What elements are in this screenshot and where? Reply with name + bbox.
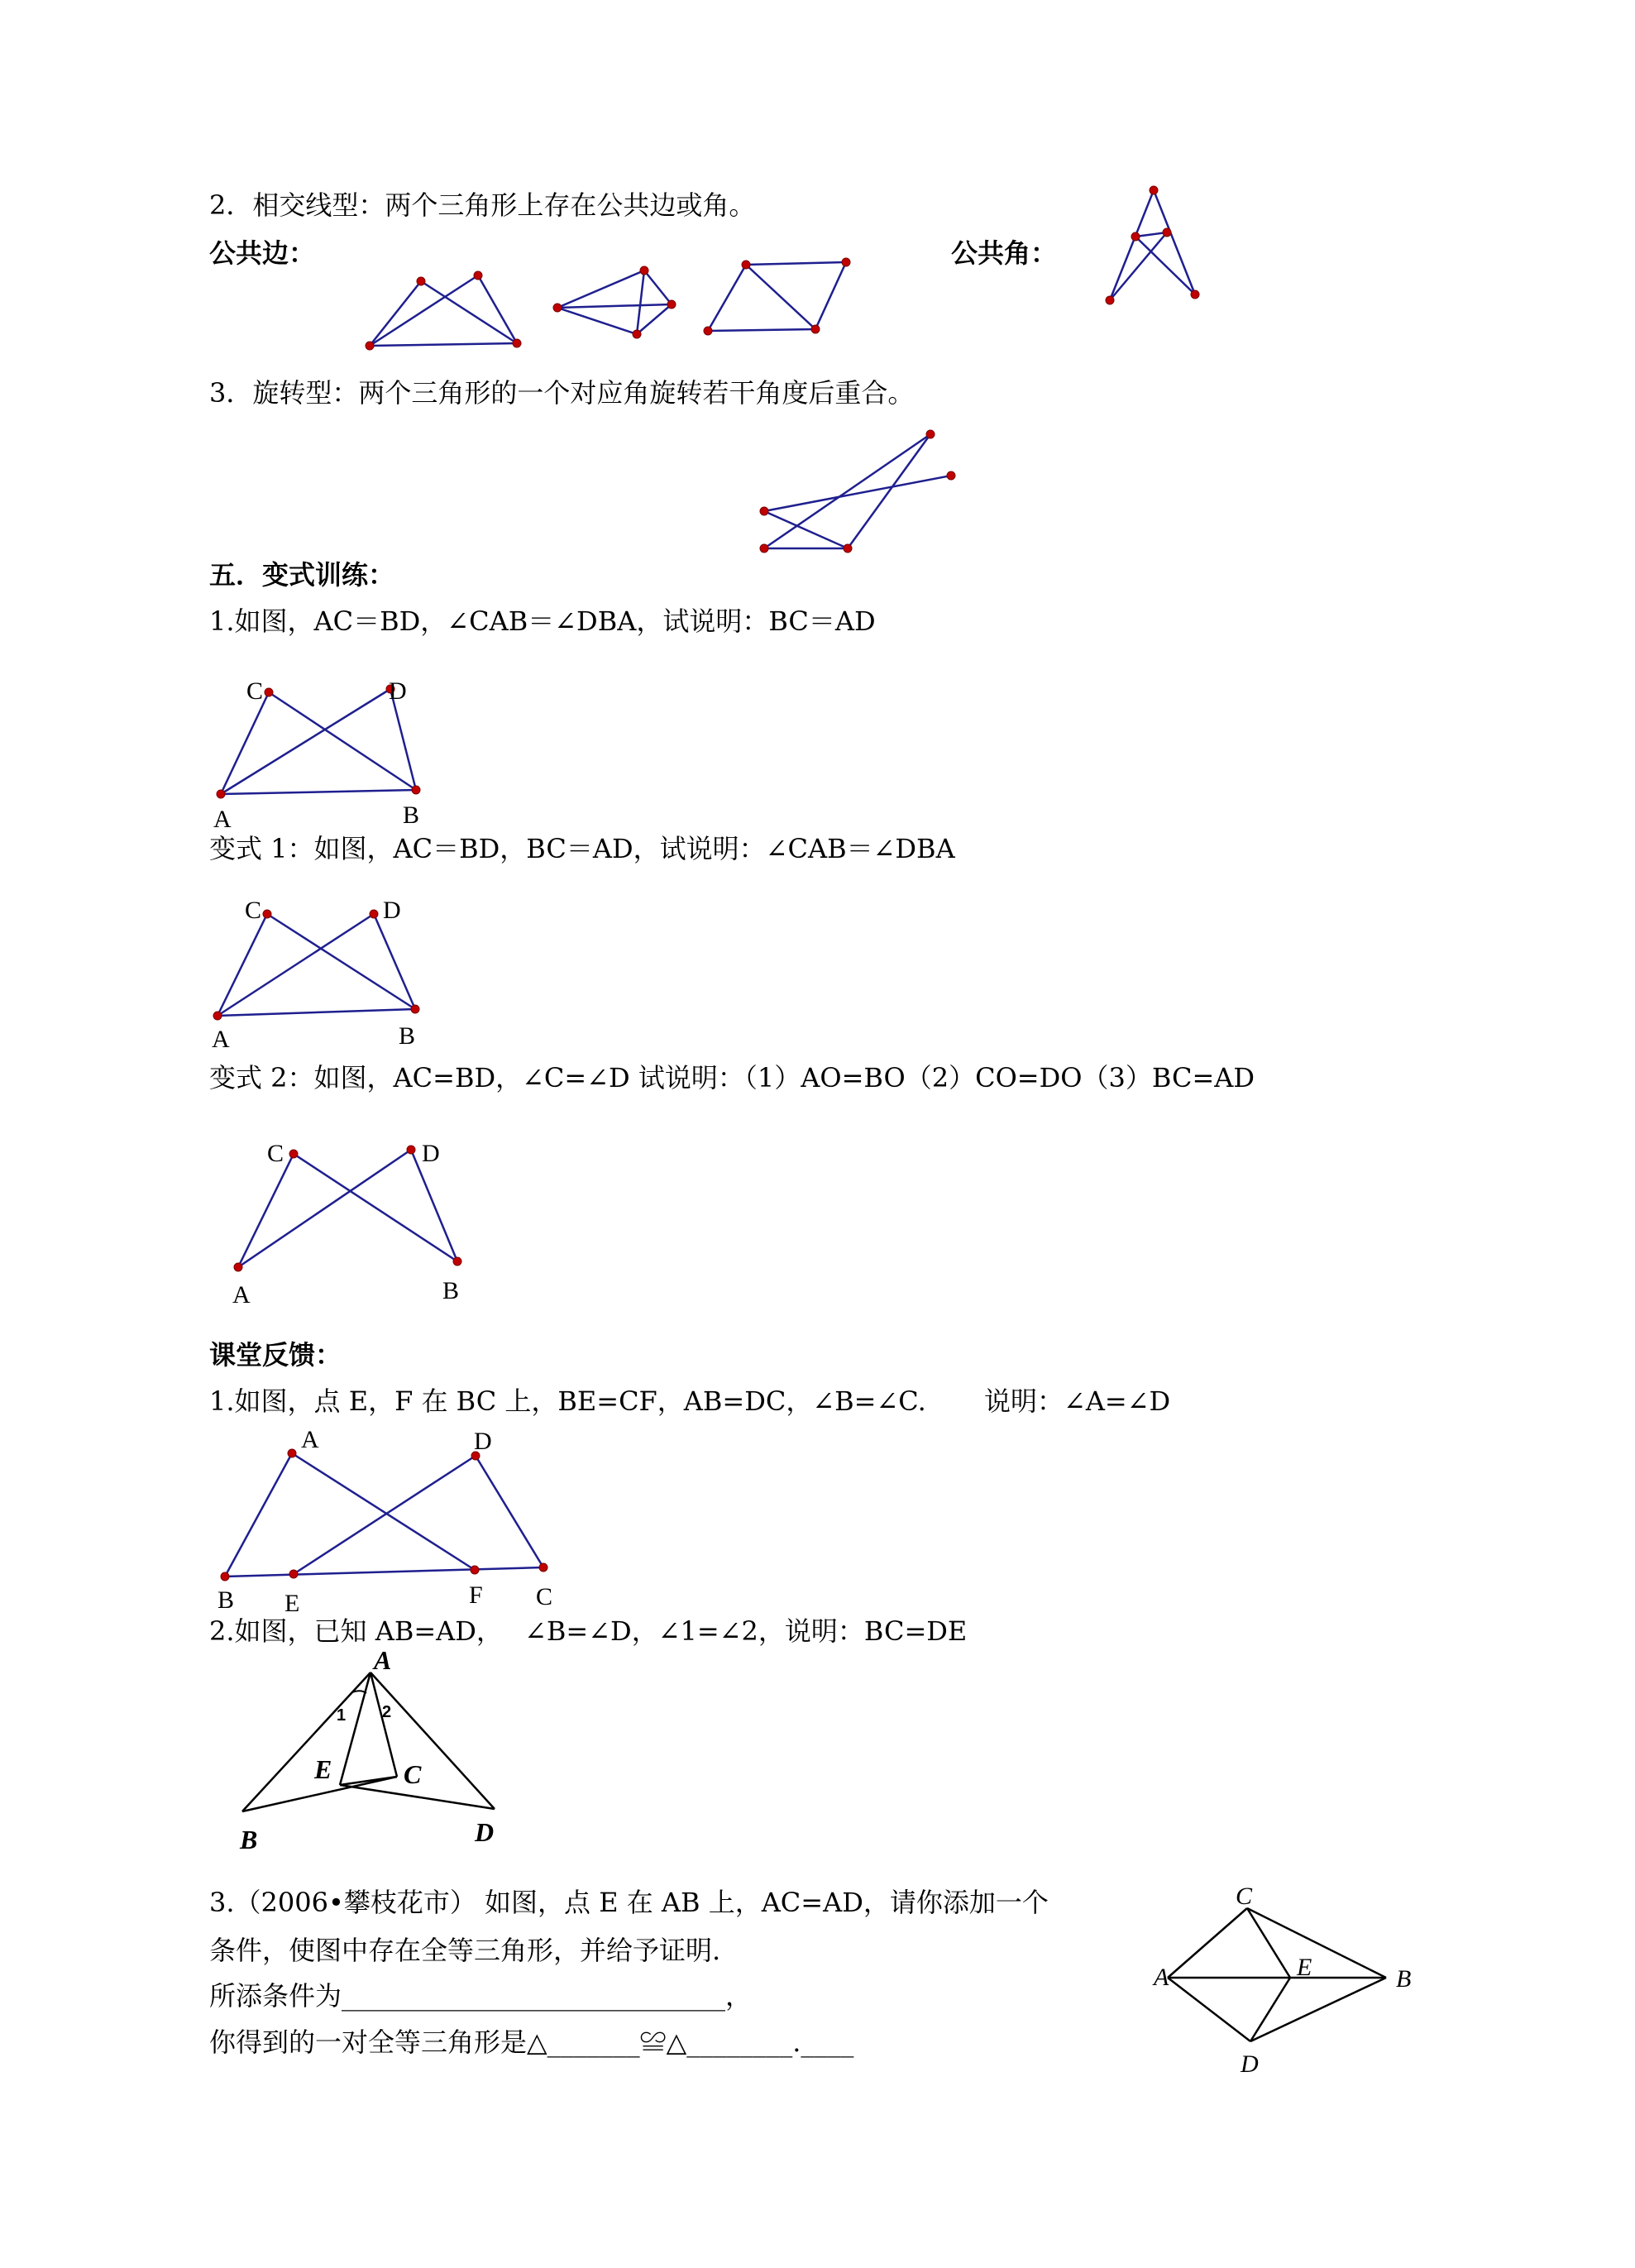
fb2-label-b: B: [240, 1825, 258, 1854]
fb3-label-a: A: [1154, 1964, 1169, 1991]
v1-label-d: D: [383, 897, 401, 924]
fb1-label-f: F: [469, 1581, 483, 1609]
item-3-rotation-type: 3．旋转型：两个三角形的一个对应角旋转若干角度后重合。: [209, 377, 915, 409]
fb3-label-c: C: [1236, 1883, 1253, 1910]
common-angle-label: 公共角：: [951, 237, 1058, 269]
fb1-label-b: B: [218, 1586, 235, 1614]
v2-label-c: C: [267, 1140, 284, 1167]
fb2-label-2: 2: [382, 1703, 392, 1721]
feedback-question-3-line-1: 3.（2006•攀枝花市） 如图，点 E 在 AB 上，AC=AD，请你添加一个: [209, 1887, 1049, 1918]
feedback-heading: 课堂反馈：: [209, 1339, 342, 1371]
fb2-label-c: C: [404, 1759, 422, 1789]
answer-congruent-pair-blank[interactable]: 你得到的一对全等三角形是△_______≌△________.____: [209, 2026, 854, 2058]
fb3-label-e: E: [1297, 1954, 1312, 1981]
section-5-heading: 五．变式训练：: [209, 559, 395, 591]
feedback-question-3-line-2: 条件，使图中存在全等三角形，并给予证明.: [209, 1935, 721, 1966]
fb1-label-a: A: [301, 1426, 319, 1453]
question-1: 1.如图，AC＝BD，∠CAB＝∠DBA，试说明：BC＝AD: [209, 605, 876, 637]
fb3-label-d: D: [1241, 2050, 1259, 2078]
feedback-question-1: 1.如图，点 E，F 在 BC 上，BE=CF，AB=DC，∠B=∠C.: [209, 1385, 926, 1417]
item-2-intersecting-type: 2．相交线型：两个三角形上存在公共边或角。: [209, 189, 756, 221]
v1-label-a: A: [212, 1026, 230, 1053]
q1-label-d: D: [389, 677, 407, 705]
v2-label-d: D: [422, 1140, 440, 1167]
answer-condition-blank[interactable]: 所添条件为_____________________________，: [209, 1980, 753, 2012]
fb2-label-d: D: [475, 1817, 495, 1847]
fb1-label-e: E: [284, 1590, 300, 1617]
v1-label-c: C: [245, 897, 262, 924]
feedback-question-1-tail: 说明：∠A=∠D: [984, 1385, 1171, 1417]
v2-label-a: A: [232, 1281, 251, 1309]
fb2-label-1: 1: [337, 1706, 347, 1725]
v2-label-b: B: [442, 1277, 460, 1304]
variant-2: 变式 2：如图，AC=BD，∠C=∠D 试说明：（1）AO=BO（2）CO=DO（3）BC=AD: [209, 1062, 1255, 1093]
fb2-label-e: E: [314, 1754, 332, 1784]
fb1-label-d: D: [474, 1428, 492, 1455]
common-side-label: 公共边：: [209, 237, 316, 269]
variant-1: 变式 1：如图，AC＝BD，BC＝AD，试说明：∠CAB＝∠DBA: [209, 833, 955, 864]
q1-label-b: B: [403, 801, 420, 829]
fb1-label-c: C: [536, 1583, 553, 1610]
fb2-label-a: A: [374, 1645, 392, 1675]
v1-label-b: B: [399, 1022, 416, 1050]
q1-label-a: A: [213, 806, 232, 833]
q1-label-c: C: [246, 677, 264, 705]
fb3-label-b: B: [1396, 1965, 1412, 1993]
feedback-question-2: 2.如图，已知 AB=AD， ∠B=∠D，∠1=∠2，说明：BC=DE: [209, 1615, 968, 1647]
